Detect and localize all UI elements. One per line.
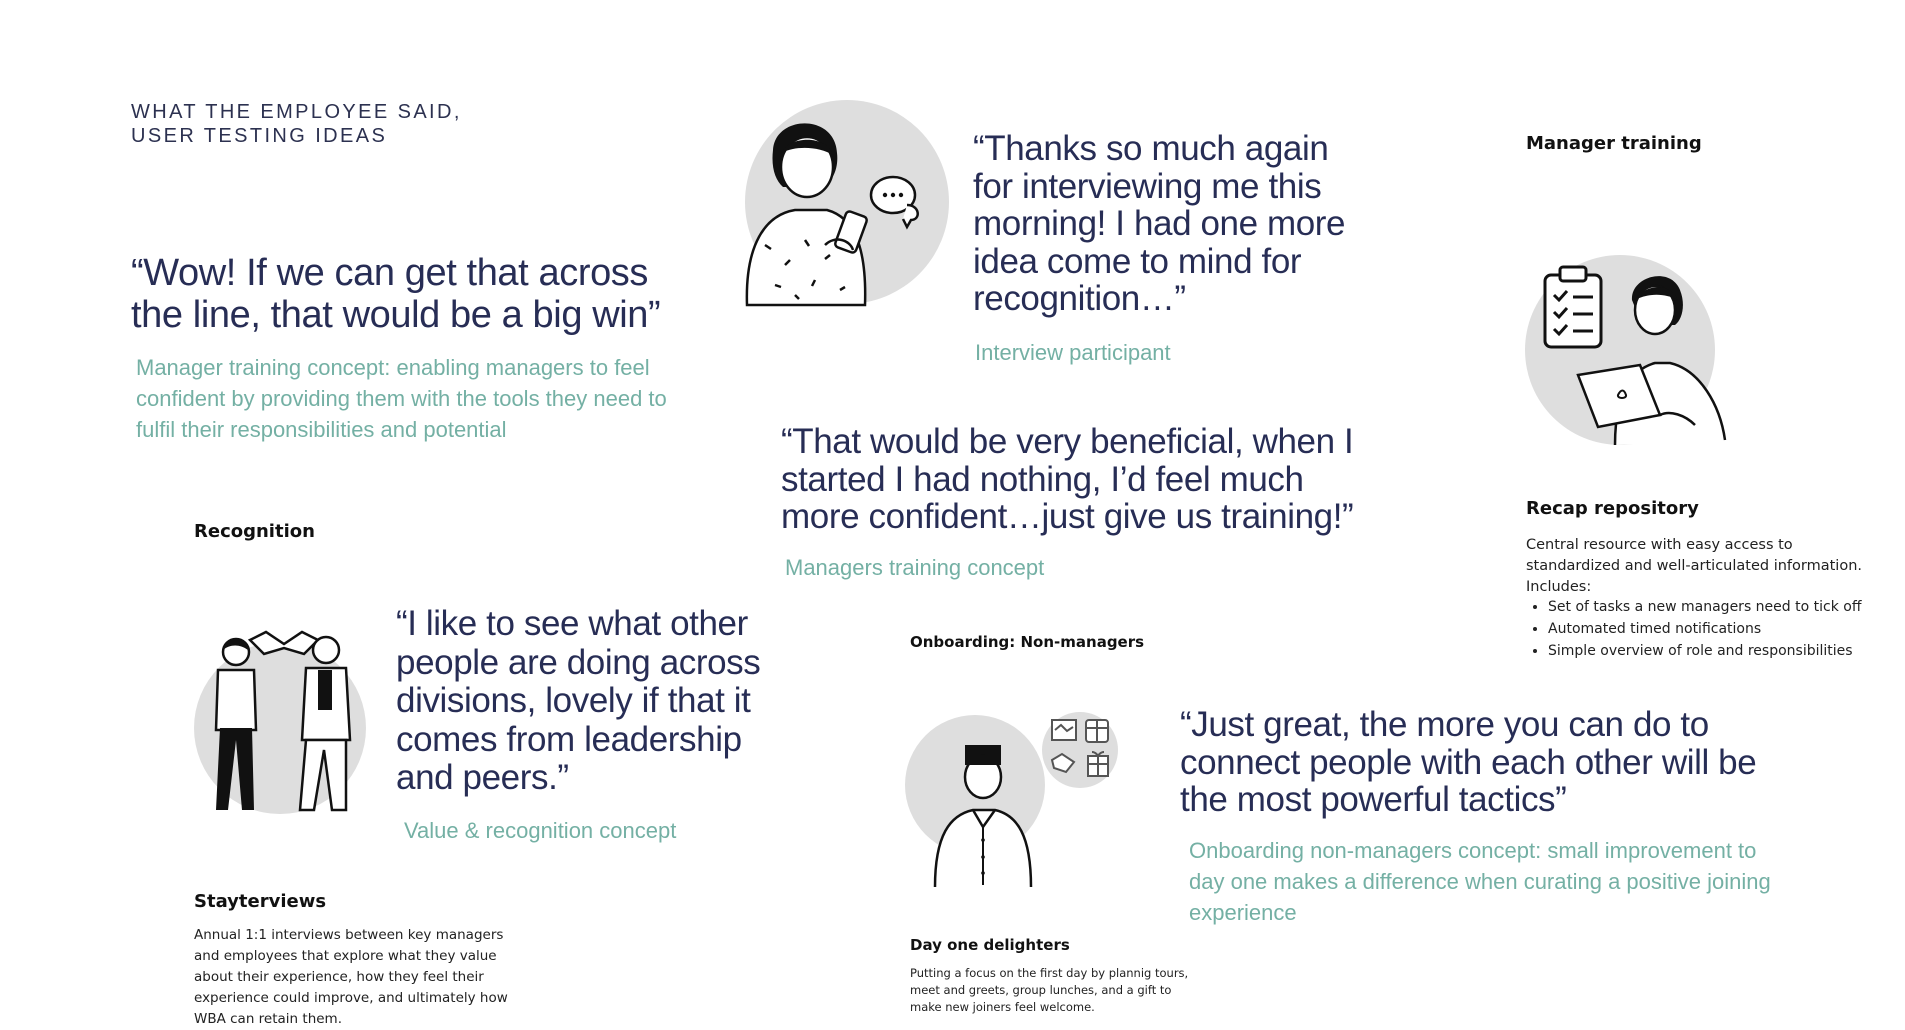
stayterviews-title: Stayterviews (194, 891, 327, 912)
recap-repository-list (1526, 596, 1898, 662)
caption-thanks: Interview participant (975, 340, 1171, 365)
day-one-delighters-description: Putting a focus on the first day by plannig tours, meet and greets, group lunches, and a gift to make new joiners feel welcome. (910, 966, 1189, 1014)
caption-wow: Manager training concept: enabling managers to feel confident by providing them with the tools they need to fulfil their responsibilities and potential (136, 355, 667, 442)
woman-with-phone-illustration (735, 95, 955, 315)
welcome-gifts-icon (1040, 710, 1120, 790)
colleagues-handshake-illustration (190, 620, 380, 820)
caption-great: Onboarding non-managers concept: small improvement to day one makes a difference when curating a positive joining experience (1189, 838, 1771, 925)
quote-wow: “Wow! If we can get that across the line, that would be a big win” (131, 252, 661, 336)
caption-like: Value & recognition concept (404, 818, 677, 843)
manager-training-label: Manager training (1526, 133, 1702, 154)
list-item: • Automated timed notifications (1548, 618, 1898, 640)
quote-like: “I like to see what other people are doing across divisions, lovely if that it comes from leadership and peers.” (396, 604, 761, 797)
day-one-delighters-title: Day one delighters (910, 936, 1070, 954)
onboarding-label: Onboarding: Non-managers (910, 633, 1145, 651)
manager-with-laptop-illustration (1520, 255, 1740, 455)
stayterviews-description: Annual 1:1 interviews between key managers and employees that explore what they value about their experience, how they feel their experience could improve, and ultimately how WBA can retain them. (194, 927, 508, 1027)
recap-repository-description: Central resource with easy access to standardized and well-articulated information. Includes: (1526, 537, 1862, 595)
quote-beneficial: “That would be very beneficial, when I started I had nothing, I’d feel much more confident…just give us training!” (781, 422, 1354, 536)
recap-repository-title: Recap repository (1526, 498, 1699, 519)
list-item: • Simple overview of role and responsibilities (1548, 640, 1898, 662)
list-item: • Set of tasks a new managers need to tick off (1548, 596, 1898, 618)
quote-great: “Just great, the more you can do to connect people with each other will be the most powerful tactics” (1180, 705, 1757, 819)
page-heading: WHAT THE EMPLOYEE SAID, USER TESTING IDEAS (131, 101, 462, 147)
caption-beneficial: Managers training concept (785, 555, 1045, 580)
recognition-label: Recognition (194, 521, 315, 542)
quote-thanks: “Thanks so much again for interviewing me this morning! I had one more idea come to mind for recognition…” (973, 129, 1346, 318)
